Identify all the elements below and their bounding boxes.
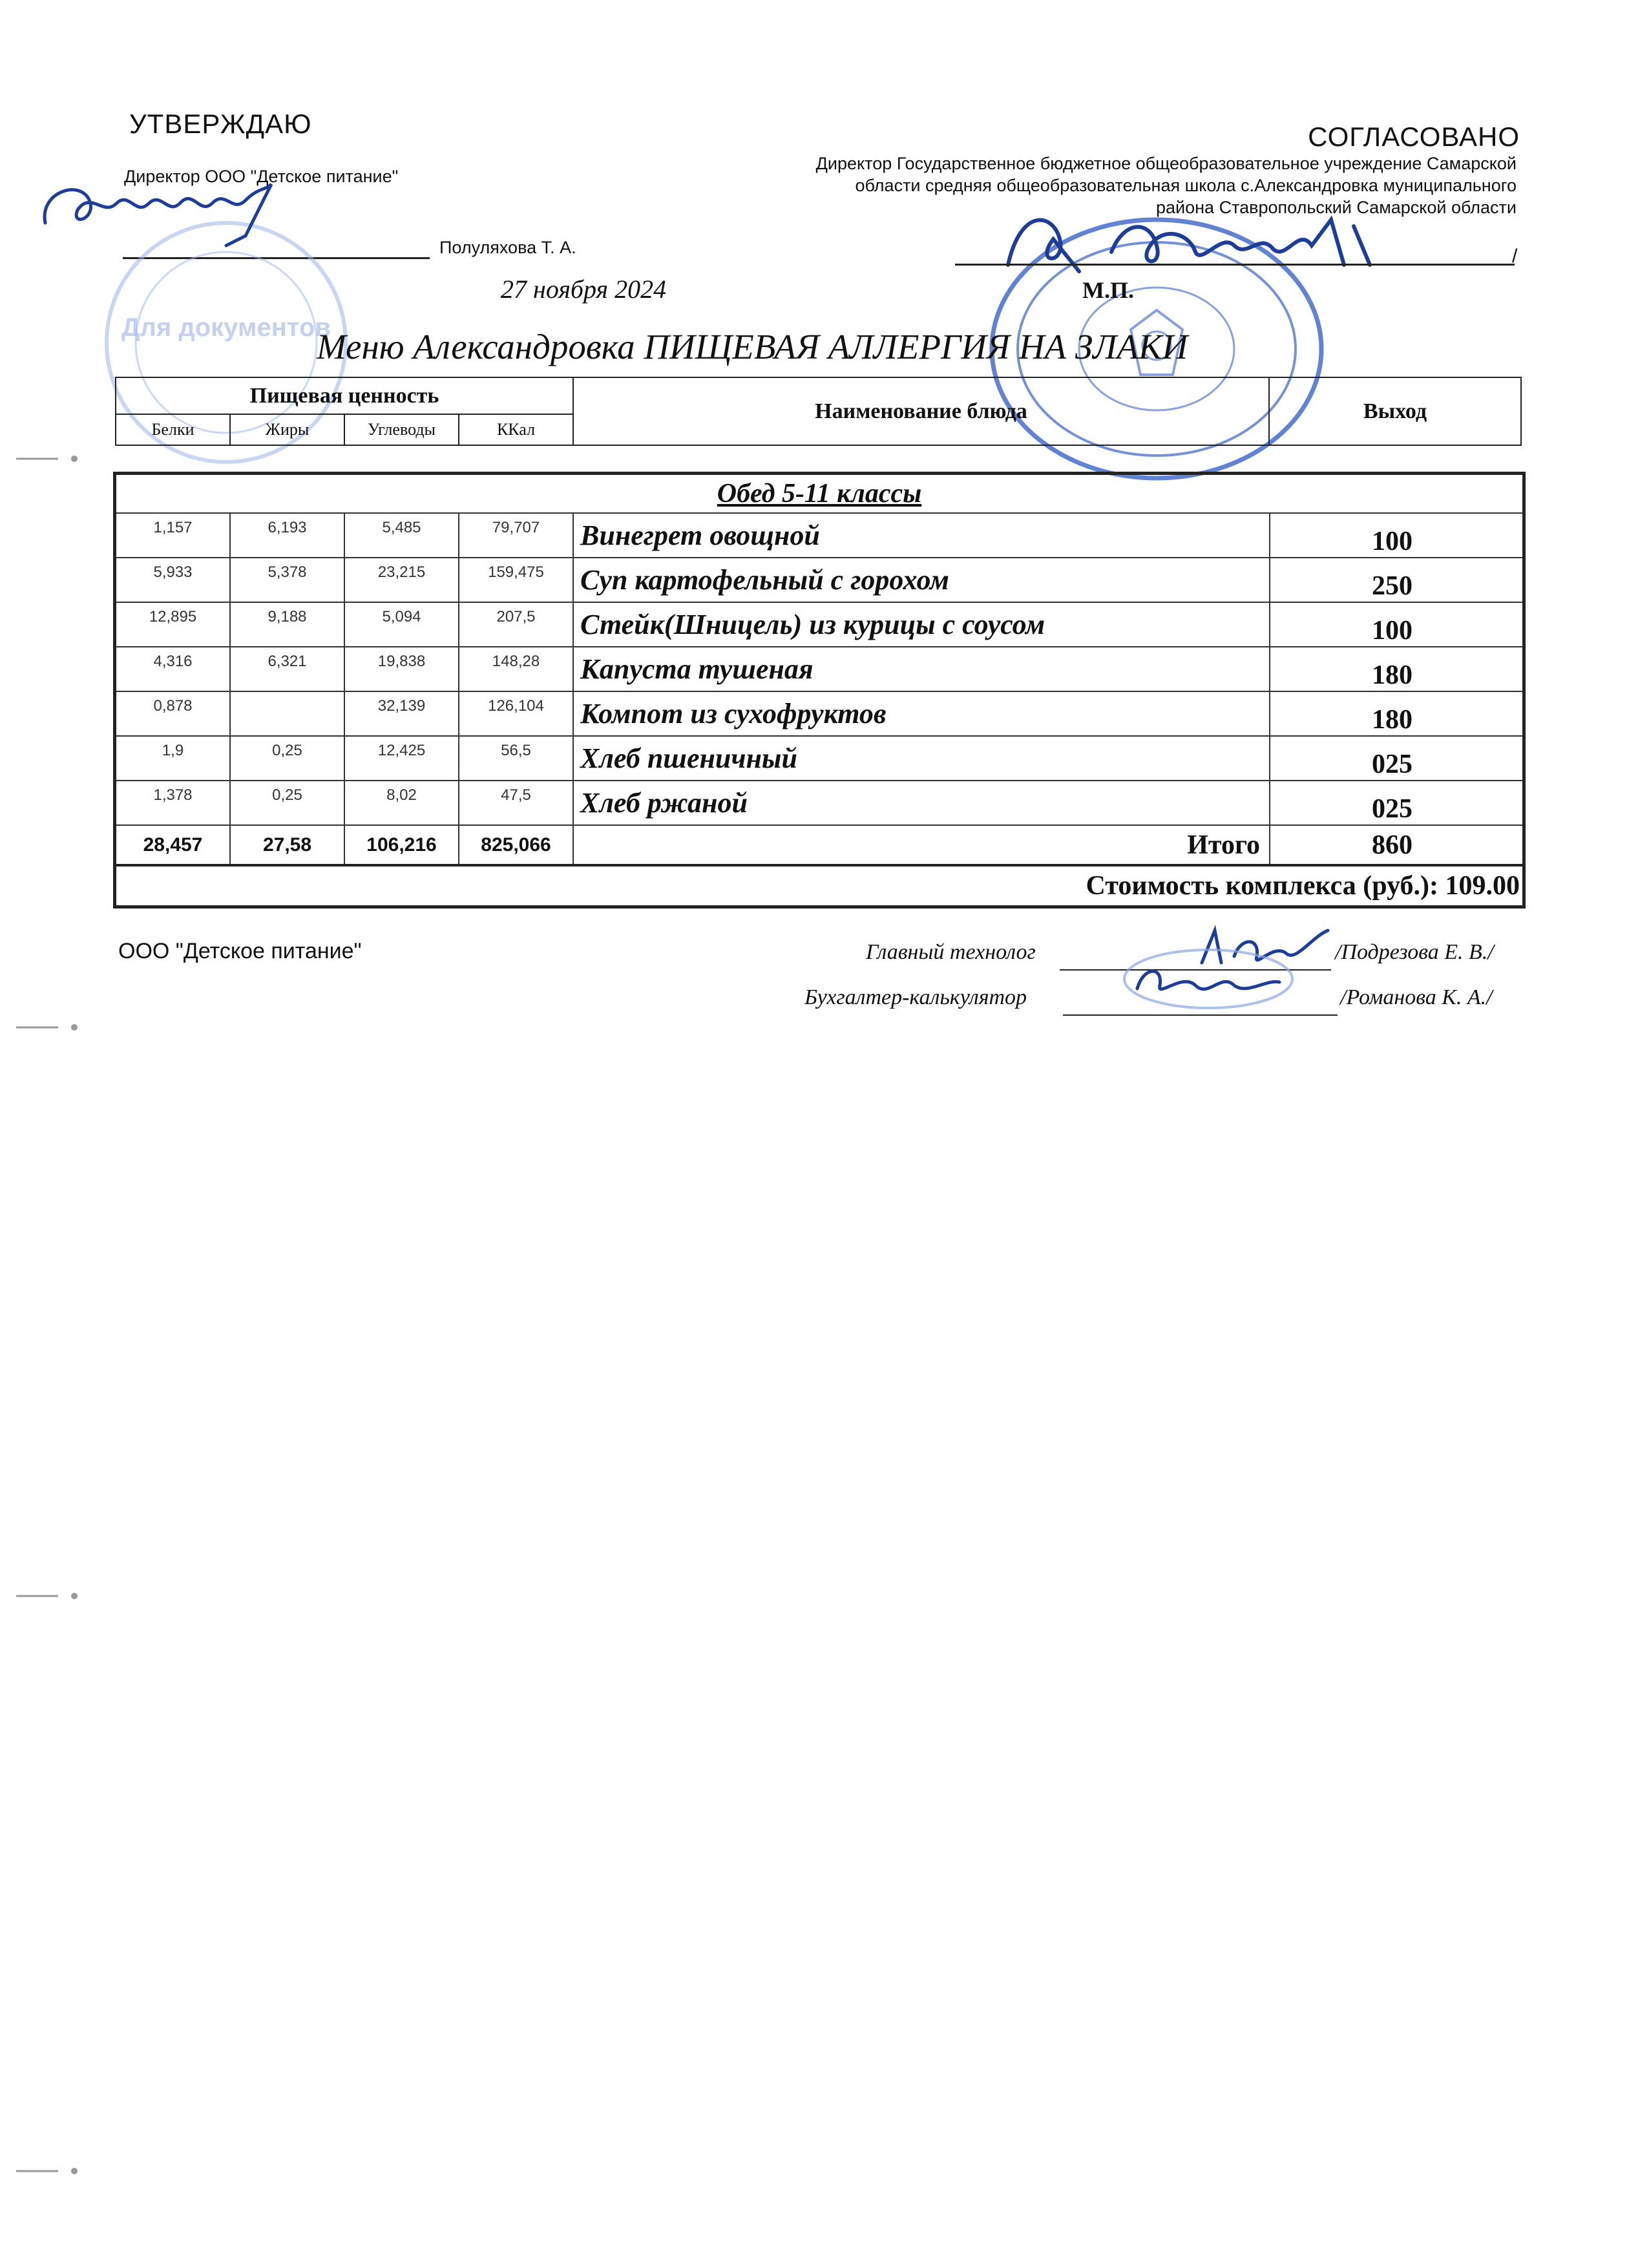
footer-company: ООО "Детское питание" [118,939,362,963]
carbs-cell: 5,485 [344,513,459,558]
total-yield: 860 [1270,825,1524,865]
protein-cell: 1,157 [115,513,231,558]
yield-cell: 100 [1270,602,1524,647]
menu-rows [115,513,1524,825]
protein-cell: 1,9 [115,736,231,781]
carbs-cell: 12,425 [344,736,459,781]
accountant-name: /Романова К. А./ [1340,985,1493,1009]
fat-cell: 0,25 [230,736,344,781]
total-kcal: 825,066 [459,825,573,865]
approve-role: Директор ООО "Детское питание" [124,167,399,186]
protein-cell: 12,895 [115,602,231,647]
tech-name: /Подрезова Е. В./ [1335,940,1494,964]
total-protein: 28,457 [115,825,231,865]
table-row [115,736,1524,781]
fat-cell: 9,188 [230,602,344,647]
approve-title: УТВЕРЖДАЮ [129,109,312,139]
header-col-kcal: ККал [459,414,573,445]
agreed-signature-icon [995,194,1396,284]
table-row [115,558,1524,602]
protein-cell: 5,933 [115,558,231,602]
total-row [115,825,1524,865]
table-row [115,781,1524,825]
carbs-cell: 23,215 [344,558,459,602]
total-label: Итого [573,825,1270,865]
dish-name-cell: Компот из сухофруктов [573,691,1270,736]
carbs-cell: 19,838 [344,647,459,691]
scan-mark-icon [13,2165,84,2178]
tech-label: Главный технолог [866,940,1036,964]
protein-cell: 4,316 [115,647,231,691]
mp-label: М.П. [1082,277,1134,303]
agreed-title: СОГЛАСОВАНО [1308,121,1520,152]
dish-name-cell: Суп картофельный с горохом [573,558,1270,602]
dish-name-cell: Стейк(Шницель) из курицы с соусом [573,602,1270,647]
agreed-role-line1: Директор Государственное бюджетное общеобразовательное учреждение Самарской [815,154,1517,173]
yield-cell: 250 [1270,558,1524,602]
kcal-cell: 47,5 [459,781,573,825]
header-col-protein: Белки [116,414,230,445]
kcal-cell: 126,104 [459,691,573,736]
dish-name-cell: Капуста тушеная [573,647,1270,691]
agreed-signature-line [955,264,1515,266]
header-dish-name: Наименование блюда [573,377,1269,445]
carbs-cell: 8,02 [344,781,459,825]
agreed-role-line3: района Ставропольский Самарской области [1156,198,1517,217]
table-row [115,513,1524,558]
header-col-carbs: Углеводы [344,414,459,445]
yield-cell: 180 [1270,691,1524,736]
fat-cell: 6,193 [230,513,344,558]
kcal-cell: 56,5 [459,736,573,781]
meal-title: Обед 5-11 классы [115,474,1524,514]
scan-mark-icon [13,452,84,465]
dish-name-cell: Хлеб ржаной [573,781,1270,825]
menu-title: Меню Александровка ПИЩЕВАЯ АЛЛЕРГИЯ НА ЗЛАКИ [317,327,1188,366]
approve-name: Полуляхова Т. А. [439,238,576,257]
header-col-fat: Жиры [230,414,344,445]
yield-cell: 100 [1270,513,1524,558]
protein-cell: 0,878 [115,691,231,736]
fat-cell: 5,378 [230,558,344,602]
total-fat: 27,58 [230,825,344,865]
kcal-cell: 148,28 [459,647,573,691]
header-nutrition: Пищевая ценность [116,377,573,414]
accountant-label: Бухгалтер-калькулятор [804,985,1027,1009]
kcal-cell: 79,707 [459,513,573,558]
scan-mark-icon [13,1590,84,1602]
cost-label: Стоимость комплекса (руб.): 109.00 [115,865,1524,907]
fat-cell: 6,321 [230,647,344,691]
dish-name-cell: Винегрет овощной [573,513,1270,558]
approve-date: 27 ноября 2024 [501,275,667,304]
left-stamp-text: Для документов [121,313,331,342]
kcal-cell: 207,5 [459,602,573,647]
table-row [115,691,1524,736]
protein-cell: 1,378 [115,781,231,825]
fat-cell [230,691,344,736]
header-table [115,377,1522,446]
carbs-cell: 5,094 [344,602,459,647]
yield-cell: 025 [1270,781,1524,825]
carbs-cell: 32,139 [344,691,459,736]
yield-cell: 180 [1270,647,1524,691]
table-row [115,647,1524,691]
agreed-role-line2: области средняя общеобразовательная школа с.Александровка муниципального [855,176,1517,195]
yield-cell: 025 [1270,736,1524,781]
approve-signature-icon [32,165,304,255]
scan-mark-icon [13,1021,84,1034]
table-row [115,602,1524,647]
total-carbs: 106,216 [344,825,459,865]
accountant-signature-icon [1111,940,1305,1018]
fat-cell: 0,25 [230,781,344,825]
kcal-cell: 159,475 [459,558,573,602]
header-yield: Выход [1269,377,1521,445]
dish-name-cell: Хлеб пшеничный [573,736,1270,781]
agreed-slash: / [1512,246,1518,267]
cost-row [115,865,1524,907]
menu-table [113,472,1526,908]
